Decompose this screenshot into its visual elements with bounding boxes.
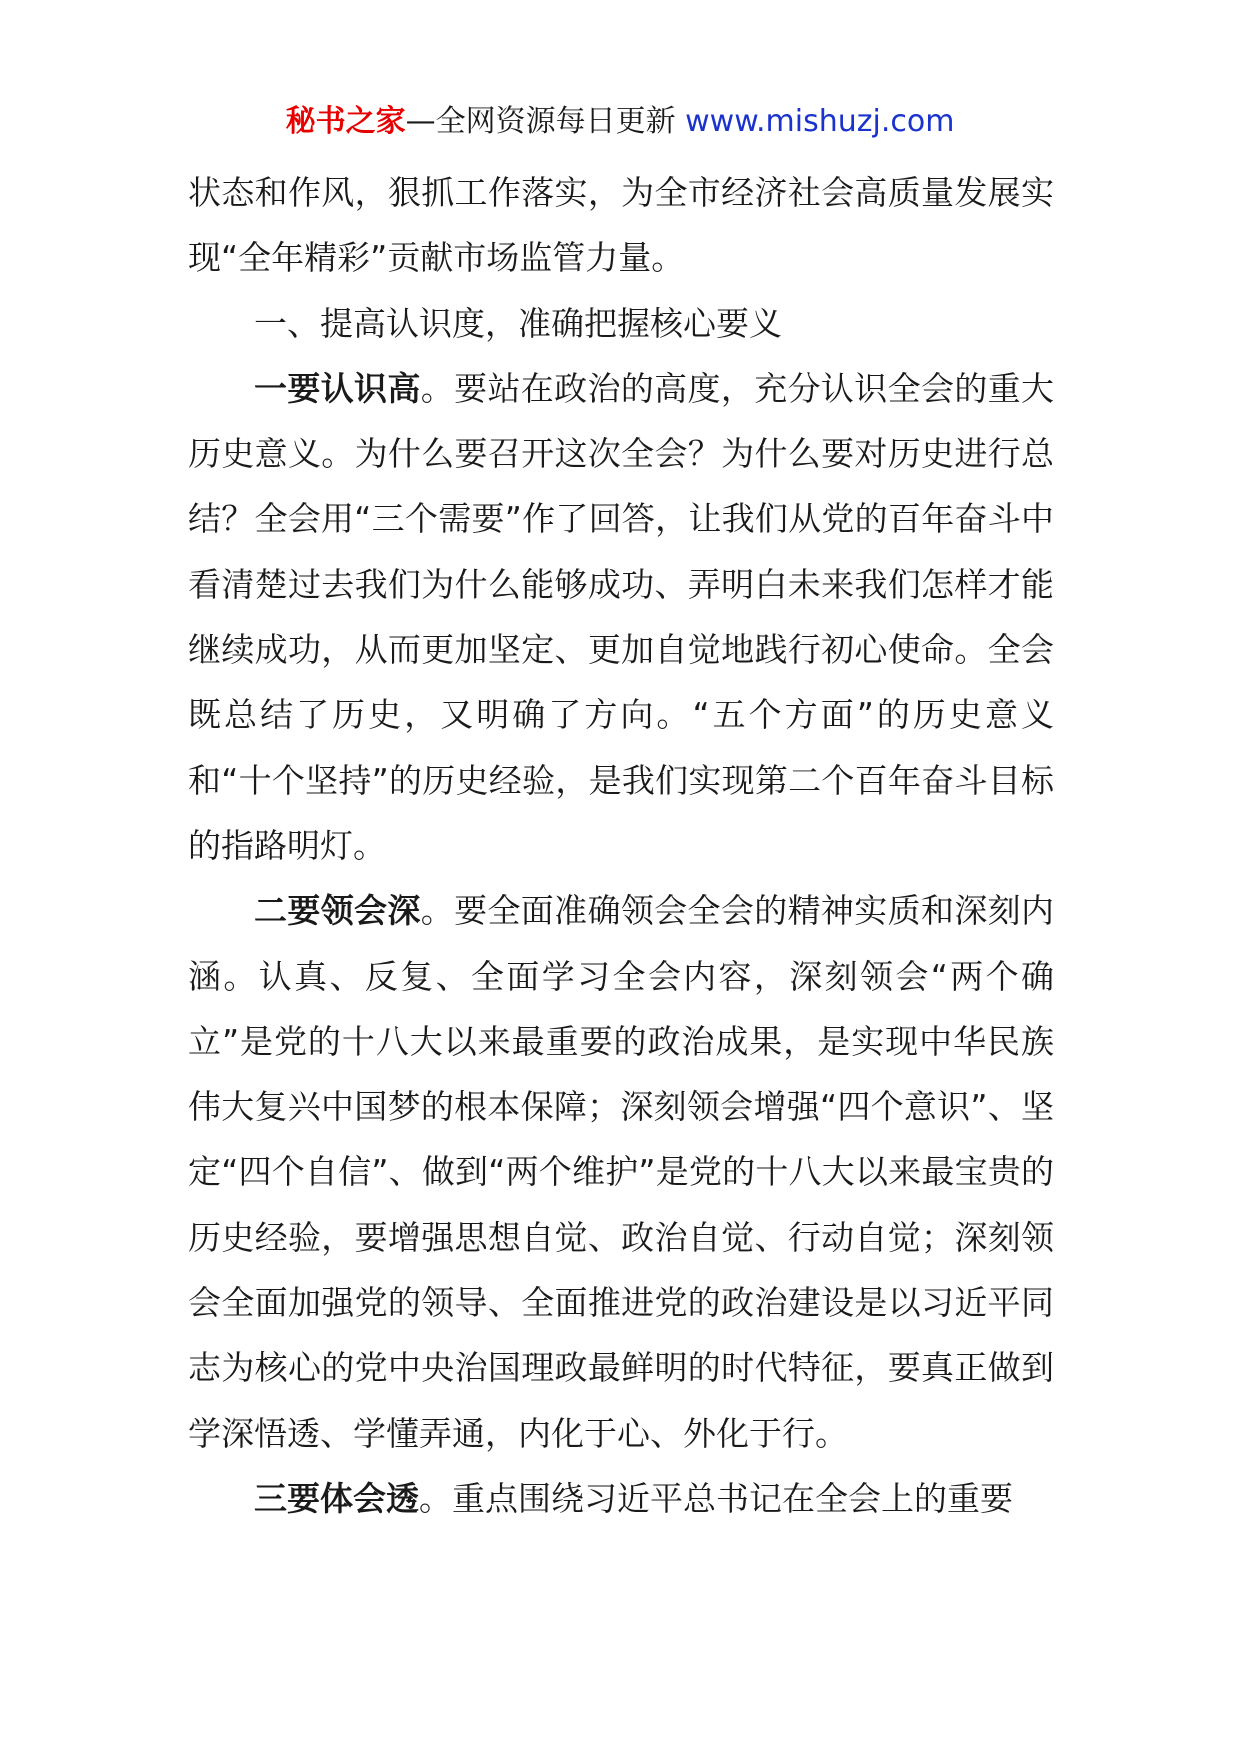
site-url[interactable]: www.mishuzj.com [685, 104, 955, 139]
site-header [0, 102, 1240, 142]
section-heading [188, 291, 1054, 356]
paragraph-lead: 一要认识高 [254, 368, 421, 408]
section-heading-text: 一、提高认识度，准确把握核心要义 [254, 303, 782, 343]
paragraph-text: 。要站在政治的高度，充分认识全会的重大历史意义。为什么要召开这次全会？为什么要对历史进行总结？全会用“三个需要”作了回答，让我们从党的百年奋斗中看清楚过去我们为什么能够成功、弄明白未来我们怎样才能继续成功，从而更加坚定、更加自觉地践行初心使命。全会既总结了历史，又明确了方向。“五个方面”的历史意义和“十个坚持”的历史经验，是我们实现第二个百年奋斗目标的指路明灯。 [188, 368, 1055, 865]
document-body [188, 160, 1054, 1531]
paragraph-lead: 三要体会透 [254, 1478, 419, 1518]
paragraph-text: 状态和作风，狠抓工作落实，为全市经济社会高质量发展实现“全年精彩”贡献市场监管力量。 [188, 173, 1054, 278]
site-slogan: —全网资源每日更新 [405, 104, 686, 139]
paragraph-point-2 [188, 878, 1054, 1466]
paragraph-text: 。重点围绕习近平总书记在全会上的重要 [419, 1478, 1013, 1518]
site-brand: 秘书之家 [285, 104, 406, 139]
paragraph-text: 。要全面准确领会全会的精神实质和深刻内涵。认真、反复、全面学习全会内容，深刻领会“两个确立”是党的十八大以来最重要的政治成果，是实现中华民族伟大复兴中国梦的根本保障；深刻领会增强“四个意识”、坚定“四个自信”、做到“两个维护”是党的十八大以来最宝贵的历史经验，要增强思想自觉、政治自觉、行动自觉；深刻领会全面加强党的领导、全面推进党的政治建设是以习近平同志为核心的党中央治国理政最鲜明的时代特征，要真正做到学深悟透、学懂弄通，内化于心、外化于行。 [188, 891, 1055, 1453]
paragraph-point-3 [188, 1466, 1054, 1531]
paragraph-point-1 [188, 356, 1054, 878]
paragraph-lead: 二要领会深 [254, 891, 421, 931]
paragraph-continuation [188, 160, 1054, 291]
